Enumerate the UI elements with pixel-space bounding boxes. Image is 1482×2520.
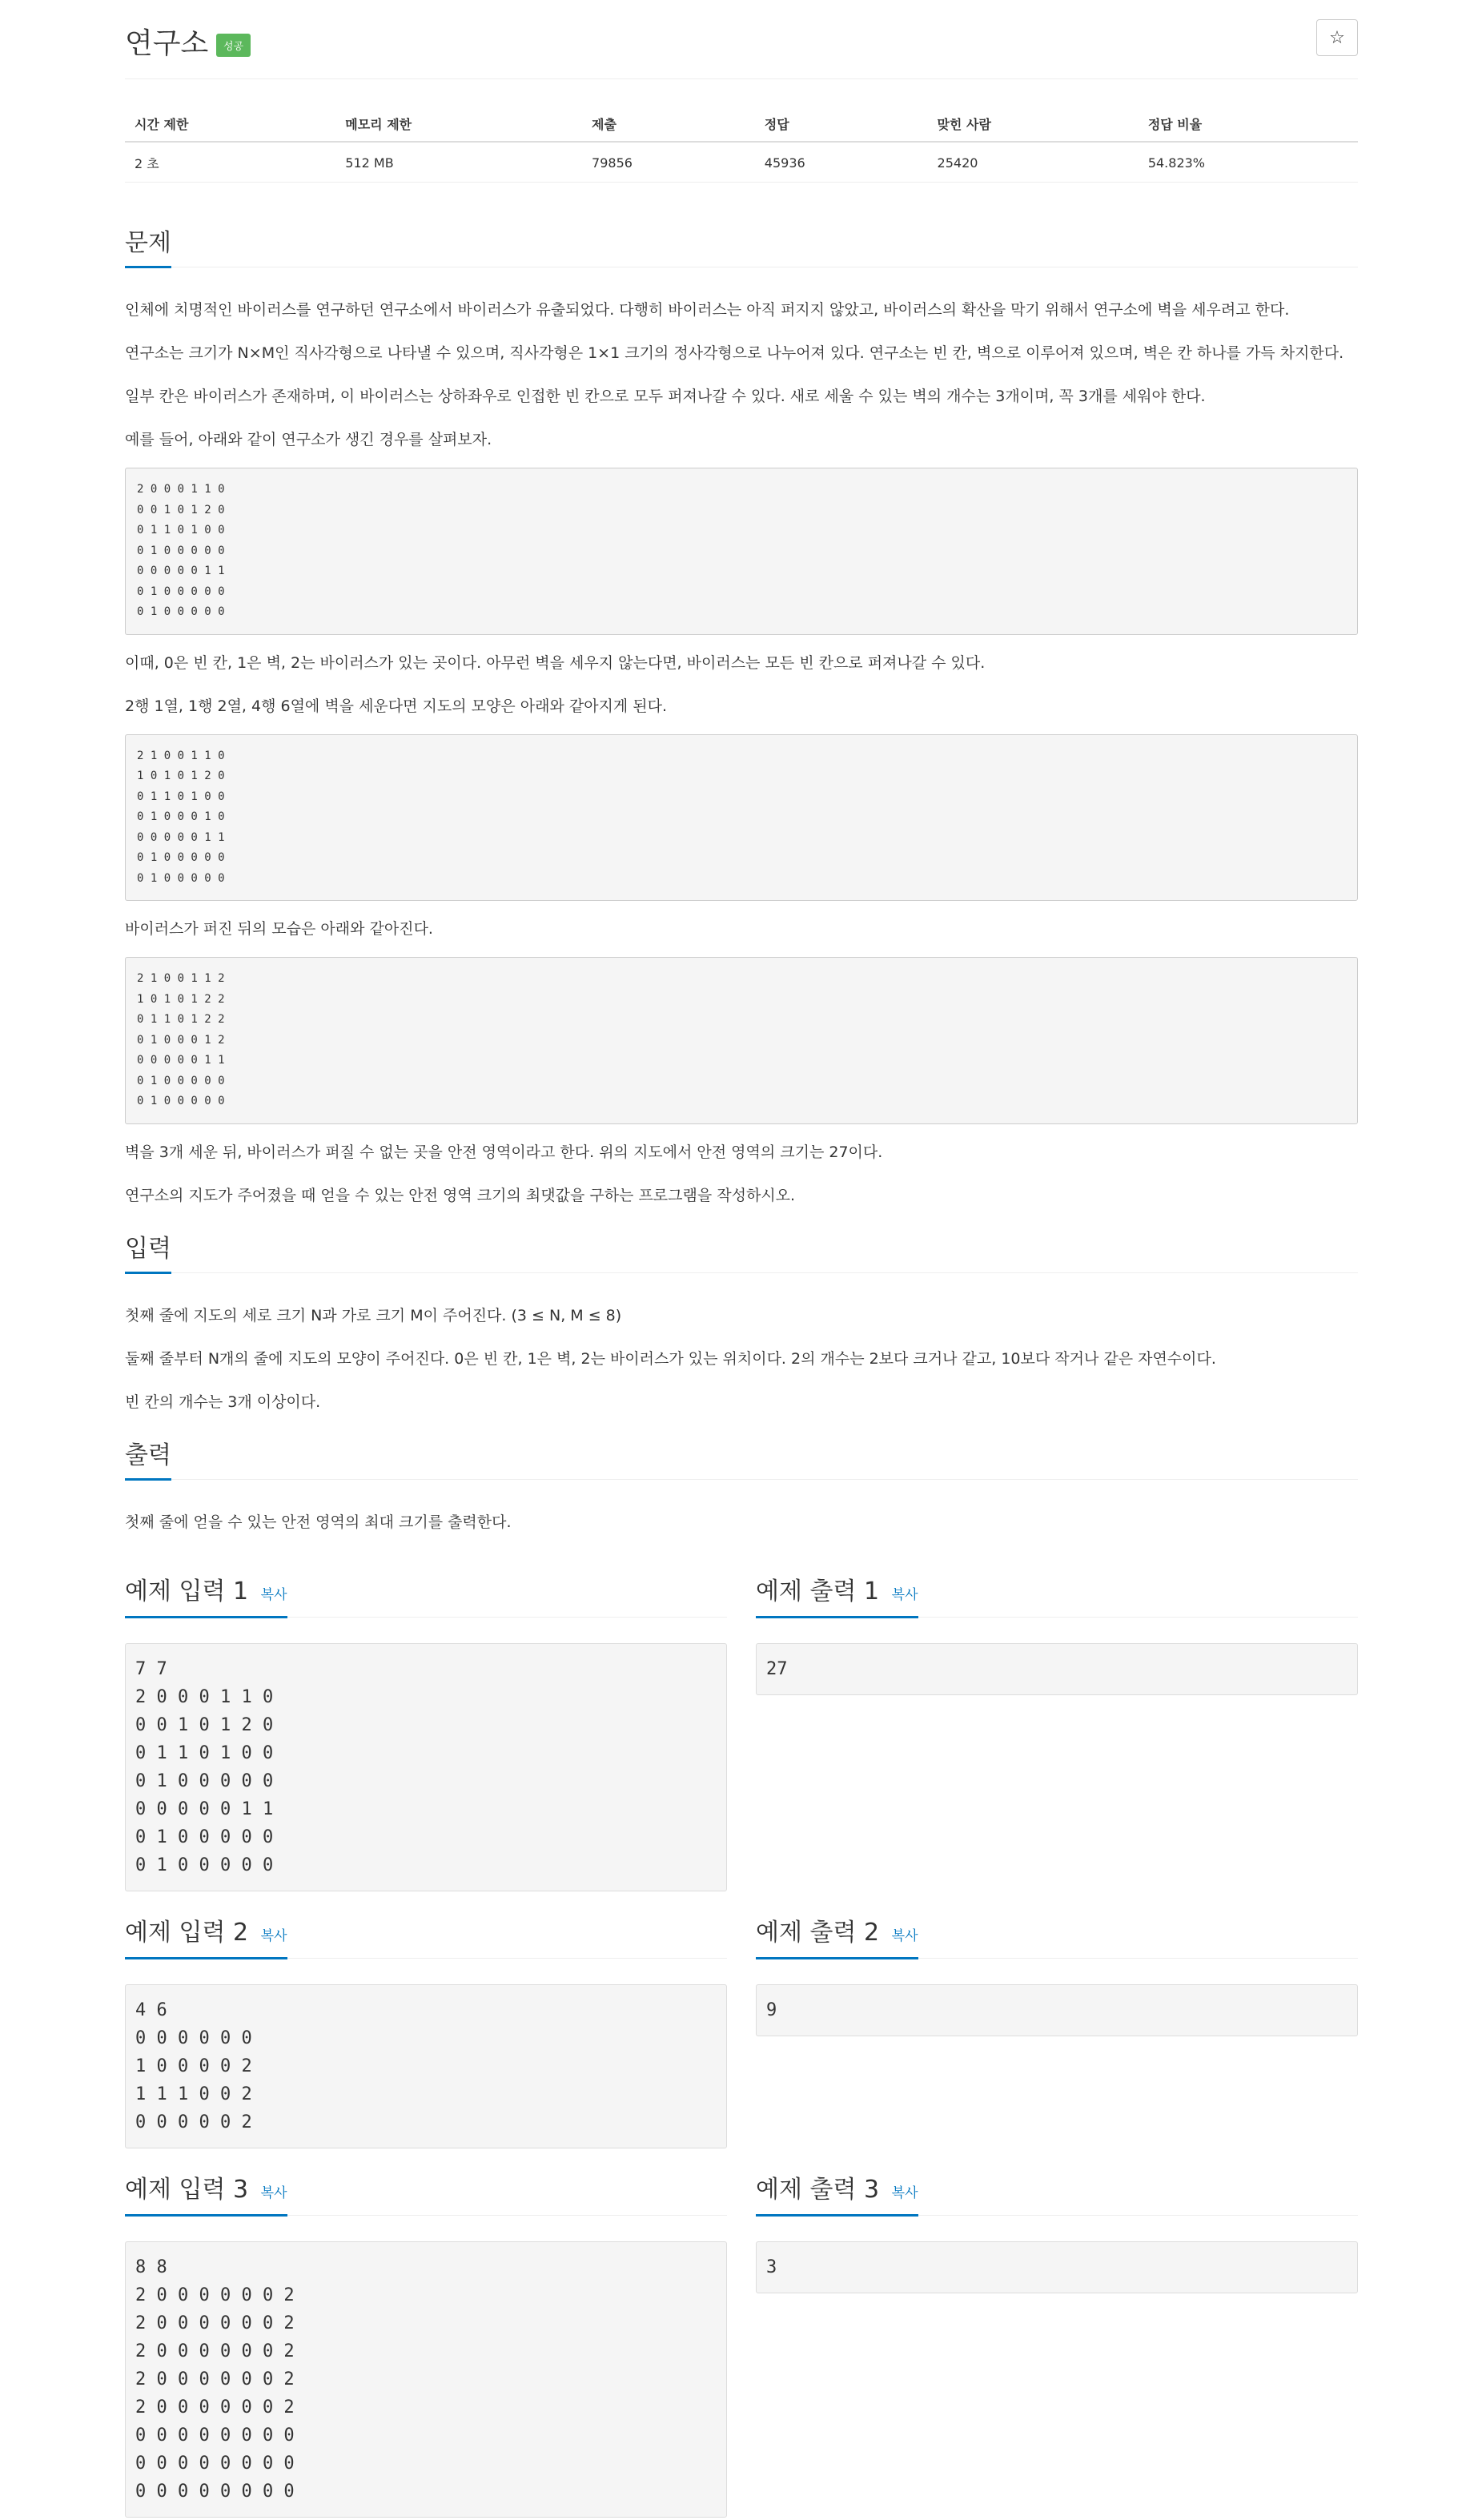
output-description xyxy=(125,1507,1358,1537)
sample-row-3 xyxy=(125,2148,1358,2518)
accepted-value: 45936 xyxy=(755,142,928,183)
copy-button[interactable]: 복사 xyxy=(891,1927,918,1944)
input-section-header xyxy=(125,1228,1358,1273)
copy-button[interactable]: 복사 xyxy=(260,2184,287,2201)
sample-title: 예제 출력 1 xyxy=(756,1577,880,1606)
paragraph: 이때, 0은 빈 칸, 1은 벽, 2는 바이러스가 있는 곳이다. 아무런 벽을 세우지 않는다면, 바이러스는 모든 빈 칸으로 퍼져나갈 수 있다. xyxy=(125,653,986,672)
star-button[interactable] xyxy=(1316,19,1358,56)
sample-header xyxy=(125,2169,727,2216)
section-title: 출력 xyxy=(125,1435,171,1481)
submissions-value: 79856 xyxy=(582,142,755,183)
copy-button[interactable]: 복사 xyxy=(891,2184,918,2201)
sample-output-2 xyxy=(756,1891,1358,2148)
sample-header xyxy=(125,1571,727,1618)
sample-input-3 xyxy=(125,2148,727,2518)
sample-content: 9 xyxy=(756,1984,1358,2036)
paragraph: 바이러스가 퍼진 뒤의 모습은 아래와 같아진다. xyxy=(125,920,433,938)
problem-description xyxy=(125,295,1358,1211)
sample-header xyxy=(125,1912,727,1959)
solvers-value: 25420 xyxy=(928,142,1139,183)
copy-button[interactable]: 복사 xyxy=(891,1586,918,1603)
column-header: 제출 xyxy=(582,103,755,142)
column-header: 시간 제한 xyxy=(125,103,335,142)
paragraph: 벽을 3개 세운 뒤, 바이러스가 퍼질 수 없는 곳을 안전 영역이라고 한다. 위의 지도에서 안전 영역의 크기는 27이다. xyxy=(125,1143,883,1161)
example-grid: 2 1 0 0 1 1 0 1 0 1 0 1 2 0 0 1 1 0 1 0 0 0 1 0 0 0 1 0 0 0 0 0 0 1 1 0 1 0 0 0 0 0 0 1 0 0 0 0 0 xyxy=(125,734,1358,902)
sample-output-3 xyxy=(756,2148,1358,2518)
memory-limit-value: 512 MB xyxy=(335,142,582,183)
example-grid: 2 1 0 0 1 1 2 1 0 1 0 1 2 2 0 1 1 0 1 2 2 0 1 0 0 0 1 2 0 0 0 0 0 1 1 0 1 0 0 0 0 0 0 1 0 0 0 0 0 xyxy=(125,957,1358,1124)
column-header: 정답 xyxy=(755,103,928,142)
sample-row-1 xyxy=(125,1550,1358,1891)
column-header: 정답 비율 xyxy=(1139,103,1358,142)
samples xyxy=(125,1550,1358,2518)
problem-page xyxy=(125,0,1358,2518)
paragraph: 인체에 치명적인 바이러스를 연구하던 연구소에서 바이러스가 유출되었다. 다행히 바이러스는 아직 퍼지지 않았고, 바이러스의 확산을 막기 위해서 연구소에 벽을 세우려고 한다. xyxy=(125,301,1290,319)
sample-header xyxy=(756,1912,1358,1959)
column-header: 맞힌 사람 xyxy=(928,103,1139,142)
problem-header xyxy=(125,0,1358,79)
problem-section-header xyxy=(125,223,1358,267)
table-row xyxy=(125,142,1358,183)
sample-content: 7 7 2 0 0 0 1 1 0 0 0 1 0 1 2 0 0 1 1 0 1 0 0 0 1 0 0 0 0 0 0 0 0 0 0 1 1 0 1 0 0 0 0 0 0 1 0 0 0 0 0 xyxy=(125,1643,727,1891)
page-title: 연구소 xyxy=(125,27,209,60)
accept-ratio-value: 54.823% xyxy=(1139,142,1358,183)
sample-title: 예제 입력 2 xyxy=(125,1918,249,1947)
sample-input-1 xyxy=(125,1550,727,1891)
output-section-header xyxy=(125,1435,1358,1480)
status-badge: 성공 xyxy=(216,34,251,57)
sample-content: 8 8 2 0 0 0 0 0 0 2 2 0 0 0 0 0 0 2 2 0 0 0 0 0 0 2 2 0 0 0 0 0 0 2 2 0 0 0 0 0 0 2 0 0 0 0 0 0 0 0 0 0 0 0 0 0 0 0 0 0 0 0 0 0 0 0 xyxy=(125,2241,727,2518)
sample-header xyxy=(756,1571,1358,1618)
paragraph: 예를 들어, 아래와 같이 연구소가 생긴 경우를 살펴보자. xyxy=(125,431,492,448)
paragraph: 첫째 줄에 얻을 수 있는 안전 영역의 최대 크기를 출력한다. xyxy=(125,1513,512,1531)
paragraph: 둘째 줄부터 N개의 줄에 지도의 모양이 주어진다. 0은 빈 칸, 1은 벽, 2는 바이러스가 있는 위치이다. 2의 개수는 2보다 크거나 같고, 10보다 작거나 같은 자연수이다. xyxy=(125,1349,1216,1368)
paragraph: 2행 1열, 1행 2열, 4행 6열에 벽을 세운다면 지도의 모양은 아래와 같아지게 된다. xyxy=(125,697,668,715)
sample-title: 예제 입력 3 xyxy=(125,2175,249,2204)
copy-button[interactable]: 복사 xyxy=(260,1927,287,1944)
sample-title: 예제 입력 1 xyxy=(125,1577,249,1606)
section-title: 문제 xyxy=(125,223,171,268)
paragraph: 연구소는 크기가 N×M인 직사각형으로 나타낼 수 있으며, 직사각형은 1×1 크기의 정사각형으로 나누어져 있다. 연구소는 빈 칸, 벽으로 이루어져 있으며, 벽은 칸 하나를 가득 차지한다. xyxy=(125,344,1344,362)
paragraph: 일부 칸은 바이러스가 존재하며, 이 바이러스는 상하좌우로 인접한 빈 칸으로 모두 퍼져나갈 수 있다. 새로 세울 수 있는 벽의 개수는 3개이며, 꼭 3개를 세워야 한다. xyxy=(125,388,1206,405)
paragraph: 연구소의 지도가 주어졌을 때 얻을 수 있는 안전 영역 크기의 최댓값을 구하는 프로그램을 작성하시오. xyxy=(125,1186,796,1204)
example-grid: 2 0 0 0 1 1 0 0 0 1 0 1 2 0 0 1 1 0 1 0 0 0 1 0 0 0 0 0 0 0 0 0 0 1 1 0 1 0 0 0 0 0 0 1 0 0 0 0 0 xyxy=(125,468,1358,635)
sample-content: 4 6 0 0 0 0 0 0 1 0 0 0 0 2 1 1 1 0 0 2 0 0 0 0 0 2 xyxy=(125,1984,727,2148)
sample-title: 예제 출력 2 xyxy=(756,1918,880,1947)
column-header: 메모리 제한 xyxy=(335,103,582,142)
sample-header xyxy=(756,2169,1358,2216)
sample-output-1 xyxy=(756,1550,1358,1891)
copy-button[interactable]: 복사 xyxy=(260,1586,287,1603)
paragraph: 첫째 줄에 지도의 세로 크기 N과 가로 크기 M이 주어진다. (3 ≤ N, M ≤ 8) xyxy=(125,1306,622,1324)
sample-title: 예제 출력 3 xyxy=(756,2175,880,2204)
sample-input-2 xyxy=(125,1891,727,2148)
section-title: 입력 xyxy=(125,1228,171,1274)
input-description xyxy=(125,1300,1358,1417)
table-header-row xyxy=(125,103,1358,142)
sample-row-2 xyxy=(125,1891,1358,2148)
paragraph: 빈 칸의 개수는 3개 이상이다. xyxy=(125,1393,321,1411)
star-icon: ☆ xyxy=(1329,28,1345,48)
sample-content: 27 xyxy=(756,1643,1358,1695)
problem-info-table xyxy=(125,103,1358,183)
time-limit-value: 2 초 xyxy=(125,142,335,183)
sample-content: 3 xyxy=(756,2241,1358,2293)
